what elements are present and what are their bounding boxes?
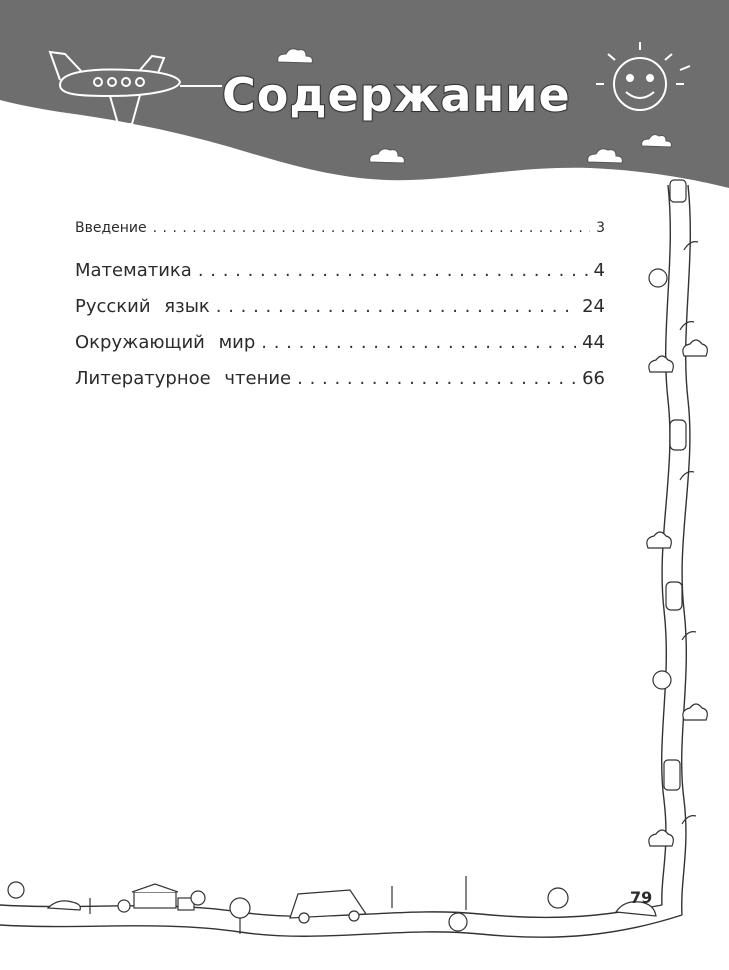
house-icon	[132, 884, 194, 910]
toc-item-page: 24	[582, 296, 605, 317]
page-title: Содержание	[222, 68, 571, 122]
toc-item-label: Окружающий мир	[75, 332, 256, 353]
toc-item-page: 66	[582, 368, 605, 389]
toc-item-page: 4	[593, 260, 605, 281]
tree-icon	[647, 269, 707, 846]
toc-intro-label: Введение	[75, 220, 147, 236]
toc-item-label: Литературное чтение	[75, 368, 292, 389]
toc-item-label: Математика	[75, 260, 192, 281]
toc-intro-page: 3	[596, 220, 605, 236]
toc-item-page: 44	[582, 332, 605, 353]
page-number: 79	[630, 888, 653, 907]
toc-item-label: Русский язык	[75, 296, 210, 317]
